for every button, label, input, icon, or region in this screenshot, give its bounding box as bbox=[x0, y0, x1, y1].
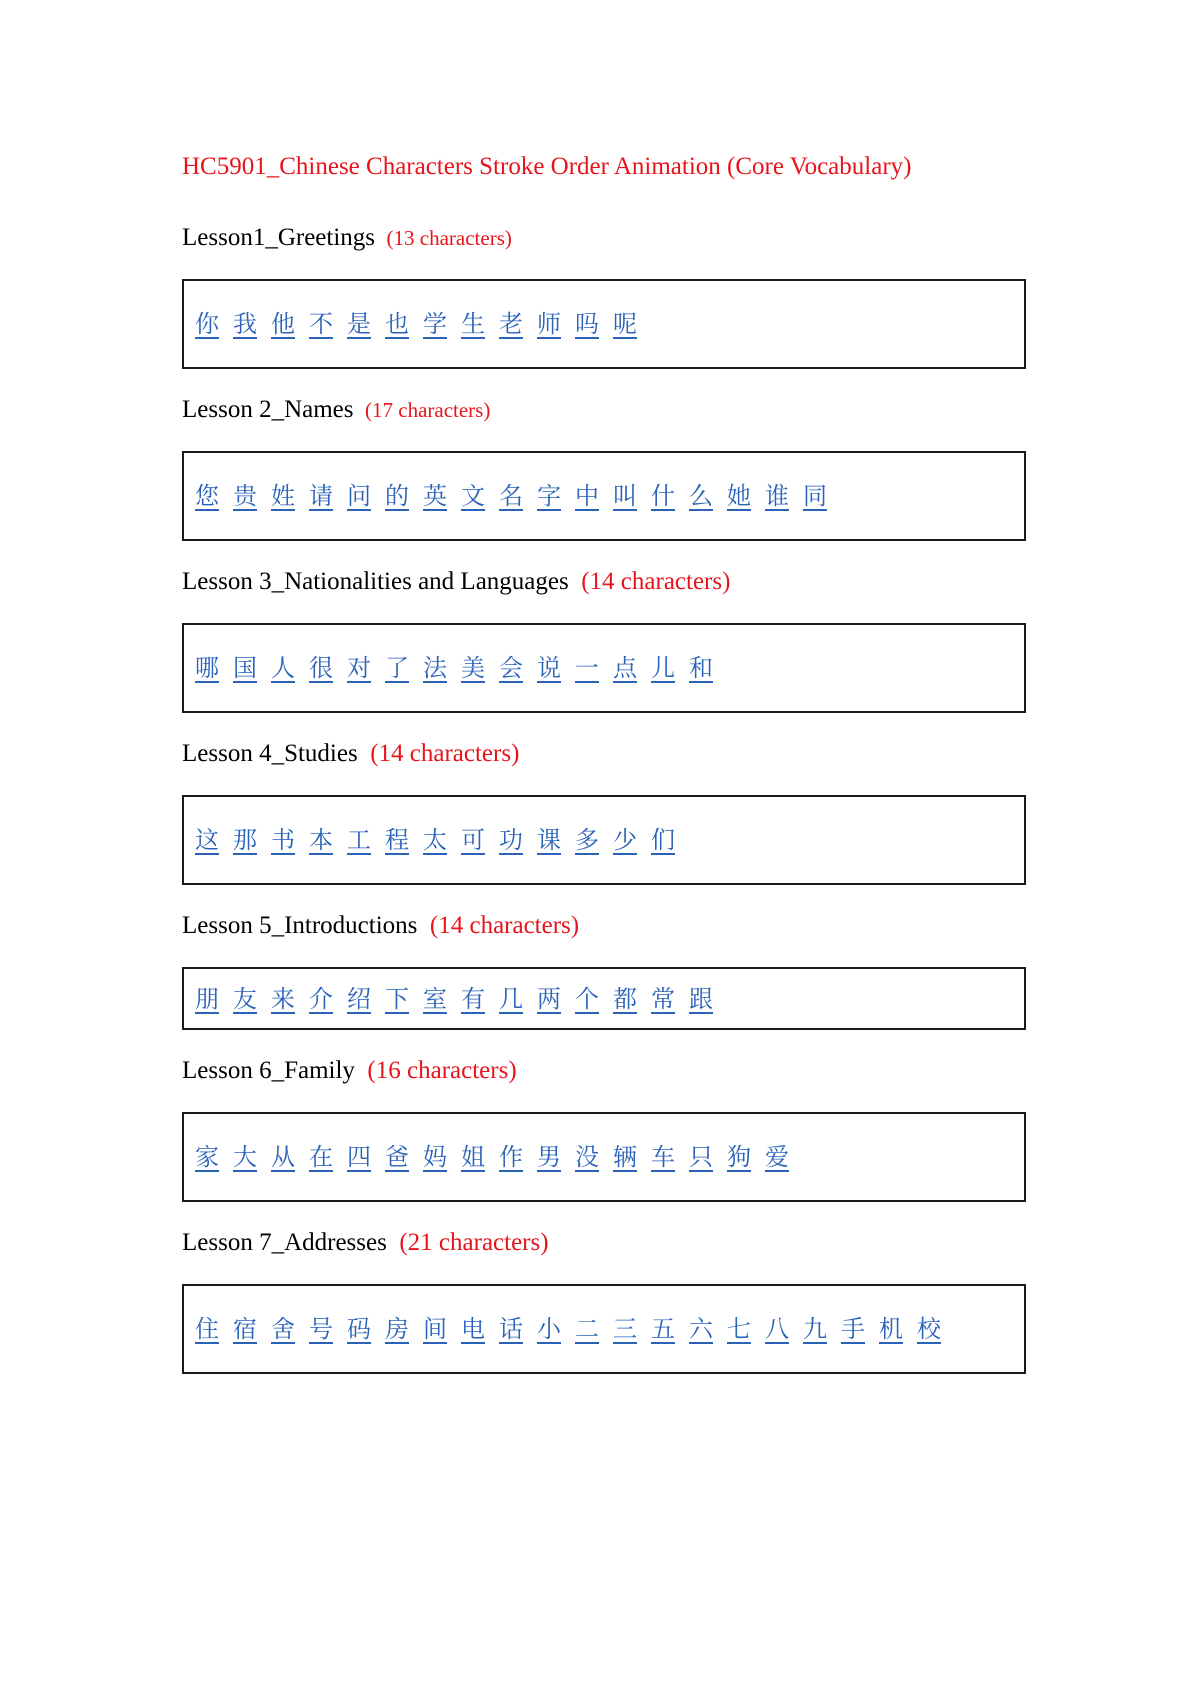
character-link[interactable]: 课 bbox=[537, 826, 561, 854]
character-box bbox=[182, 623, 1026, 713]
character-link[interactable]: 常 bbox=[651, 984, 675, 1013]
character-link[interactable]: 室 bbox=[423, 984, 447, 1013]
character-link[interactable]: 宿 bbox=[233, 1315, 257, 1343]
character-link[interactable]: 呢 bbox=[613, 310, 637, 338]
character-link[interactable]: 没 bbox=[575, 1143, 599, 1171]
character-link[interactable]: 英 bbox=[423, 482, 447, 510]
lesson-5 bbox=[182, 909, 1026, 1030]
character-link[interactable]: 可 bbox=[461, 826, 485, 854]
lesson-title: Lesson 5_Introductions bbox=[182, 912, 418, 939]
lesson-3 bbox=[182, 565, 1026, 713]
character-link[interactable]: 来 bbox=[271, 984, 295, 1013]
character-link[interactable]: 点 bbox=[613, 654, 637, 682]
character-link[interactable]: 号 bbox=[309, 1315, 333, 1343]
character-link[interactable]: 们 bbox=[651, 826, 675, 854]
character-link[interactable]: 从 bbox=[271, 1143, 295, 1171]
character-link[interactable]: 不 bbox=[309, 310, 333, 338]
character-link[interactable]: 有 bbox=[461, 984, 485, 1013]
character-link[interactable]: 生 bbox=[461, 310, 485, 338]
lesson-title: Lesson 7_Addresses bbox=[182, 1229, 387, 1256]
character-link[interactable]: 五 bbox=[651, 1315, 675, 1343]
character-link[interactable]: 儿 bbox=[651, 654, 675, 682]
character-link[interactable]: 她 bbox=[727, 482, 751, 510]
character-link[interactable]: 请 bbox=[309, 482, 333, 510]
character-link[interactable]: 书 bbox=[271, 826, 295, 854]
lesson-character-count: (14 characters) bbox=[423, 912, 580, 939]
lesson-title: Lesson 6_Family bbox=[182, 1057, 355, 1084]
lesson-6 bbox=[182, 1054, 1026, 1202]
character-link[interactable]: 文 bbox=[461, 482, 485, 510]
character-link[interactable]: 九 bbox=[803, 1315, 827, 1343]
character-link[interactable]: 多 bbox=[575, 826, 599, 854]
lesson-heading bbox=[182, 393, 1026, 427]
character-link[interactable]: 男 bbox=[537, 1143, 561, 1171]
character-link[interactable]: 车 bbox=[651, 1143, 675, 1171]
lesson-character-count: (14 characters) bbox=[574, 568, 731, 595]
character-link[interactable]: 人 bbox=[271, 654, 295, 682]
lesson-character-count: (13 characters) bbox=[381, 226, 512, 250]
character-link[interactable]: 字 bbox=[537, 482, 561, 510]
lesson-heading bbox=[182, 909, 1026, 943]
character-link[interactable]: 说 bbox=[537, 654, 561, 682]
character-link[interactable]: 程 bbox=[385, 826, 409, 854]
character-link[interactable]: 你 bbox=[195, 310, 219, 338]
character-link[interactable]: 狗 bbox=[727, 1143, 751, 1171]
character-link[interactable]: 叫 bbox=[613, 482, 637, 510]
character-link[interactable]: 四 bbox=[347, 1143, 371, 1171]
lesson-title: Lesson 2_Names bbox=[182, 396, 354, 423]
lesson-1 bbox=[182, 221, 1026, 369]
character-link[interactable]: 爸 bbox=[385, 1143, 409, 1171]
character-link[interactable]: 大 bbox=[233, 1143, 257, 1171]
character-box bbox=[182, 967, 1026, 1030]
character-link[interactable]: 姓 bbox=[271, 482, 295, 510]
character-link[interactable]: 七 bbox=[727, 1315, 751, 1343]
character-link[interactable]: 码 bbox=[347, 1315, 371, 1343]
character-link[interactable]: 么 bbox=[689, 482, 713, 510]
character-link[interactable]: 我 bbox=[233, 310, 257, 338]
lesson-heading bbox=[182, 221, 1026, 255]
character-link[interactable]: 在 bbox=[309, 1143, 333, 1171]
character-link[interactable]: 和 bbox=[689, 654, 713, 682]
character-link[interactable]: 只 bbox=[689, 1143, 713, 1171]
character-link[interactable]: 也 bbox=[385, 310, 409, 338]
character-link[interactable]: 三 bbox=[613, 1315, 637, 1343]
character-link[interactable]: 个 bbox=[575, 984, 599, 1013]
character-box bbox=[182, 1112, 1026, 1202]
character-link[interactable]: 学 bbox=[423, 310, 447, 338]
character-link[interactable]: 一 bbox=[575, 654, 599, 682]
character-link[interactable]: 六 bbox=[689, 1315, 713, 1343]
character-link[interactable]: 工 bbox=[347, 826, 371, 854]
lesson-title: Lesson 3_Nationalities and Languages bbox=[182, 568, 569, 595]
character-link[interactable]: 对 bbox=[347, 654, 371, 682]
lesson-heading bbox=[182, 1054, 1026, 1088]
character-link[interactable]: 他 bbox=[271, 310, 295, 338]
character-link[interactable]: 绍 bbox=[347, 984, 371, 1013]
character-link[interactable]: 法 bbox=[423, 654, 447, 682]
character-link[interactable]: 会 bbox=[499, 654, 523, 682]
character-link[interactable]: 少 bbox=[613, 826, 637, 854]
character-link[interactable]: 手 bbox=[841, 1315, 865, 1343]
character-link[interactable]: 话 bbox=[499, 1315, 523, 1343]
character-link[interactable]: 问 bbox=[347, 482, 371, 510]
character-link[interactable]: 小 bbox=[537, 1315, 561, 1343]
character-link[interactable]: 友 bbox=[233, 984, 257, 1013]
character-link[interactable]: 谁 bbox=[765, 482, 789, 510]
character-link[interactable]: 八 bbox=[765, 1315, 789, 1343]
character-link[interactable]: 中 bbox=[575, 482, 599, 510]
lesson-title: Lesson 4_Studies bbox=[182, 740, 358, 767]
lesson-character-count: (17 characters) bbox=[359, 398, 491, 422]
character-link[interactable]: 家 bbox=[195, 1143, 219, 1171]
lesson-4 bbox=[182, 737, 1026, 885]
character-link[interactable]: 国 bbox=[233, 654, 257, 682]
lesson-7 bbox=[182, 1226, 1026, 1374]
character-link[interactable]: 二 bbox=[575, 1315, 599, 1343]
character-link[interactable]: 舍 bbox=[271, 1315, 295, 1343]
character-link[interactable]: 校 bbox=[917, 1315, 941, 1343]
character-link[interactable]: 功 bbox=[499, 826, 523, 854]
character-box bbox=[182, 1284, 1026, 1374]
character-link[interactable]: 名 bbox=[499, 482, 523, 510]
character-link[interactable]: 机 bbox=[879, 1315, 903, 1343]
character-link[interactable]: 了 bbox=[385, 654, 409, 682]
character-link[interactable]: 很 bbox=[309, 654, 333, 682]
character-link[interactable]: 那 bbox=[233, 826, 257, 854]
lesson-character-count: (16 characters) bbox=[361, 1057, 517, 1084]
document-title: HC5901_Chinese Characters Stroke Order Animation (Core Vocabulary) bbox=[182, 153, 912, 180]
character-link[interactable]: 同 bbox=[803, 482, 827, 510]
lesson-heading bbox=[182, 737, 1026, 771]
character-link[interactable]: 本 bbox=[309, 826, 333, 854]
character-link[interactable]: 美 bbox=[461, 654, 485, 682]
character-link[interactable]: 太 bbox=[423, 826, 447, 854]
character-box bbox=[182, 451, 1026, 541]
character-link[interactable]: 房 bbox=[385, 1315, 409, 1343]
character-link[interactable]: 朋 bbox=[195, 984, 219, 1013]
character-link[interactable]: 下 bbox=[385, 984, 409, 1013]
character-link[interactable]: 都 bbox=[613, 984, 637, 1013]
character-link[interactable]: 老 bbox=[499, 310, 523, 338]
character-link[interactable]: 电 bbox=[461, 1315, 485, 1343]
lesson-heading bbox=[182, 1226, 1026, 1260]
character-link[interactable]: 辆 bbox=[613, 1143, 637, 1171]
character-link[interactable]: 这 bbox=[195, 826, 219, 854]
character-link[interactable]: 姐 bbox=[461, 1143, 485, 1171]
character-link[interactable]: 吗 bbox=[575, 310, 599, 338]
character-link[interactable]: 两 bbox=[537, 984, 561, 1013]
character-link[interactable]: 您 bbox=[195, 482, 219, 510]
lesson-title: Lesson1_Greetings bbox=[182, 224, 376, 251]
lesson-character-count: (21 characters) bbox=[393, 1229, 549, 1256]
character-link[interactable]: 介 bbox=[309, 984, 333, 1013]
lesson-heading bbox=[182, 565, 1026, 599]
character-link[interactable]: 住 bbox=[195, 1315, 219, 1343]
character-link[interactable]: 哪 bbox=[195, 654, 219, 682]
character-link[interactable]: 妈 bbox=[423, 1143, 447, 1171]
lesson-2 bbox=[182, 393, 1026, 541]
character-link[interactable]: 贵 bbox=[233, 482, 257, 510]
character-link[interactable]: 什 bbox=[651, 482, 675, 510]
character-link[interactable]: 几 bbox=[499, 984, 523, 1013]
character-link[interactable]: 爱 bbox=[765, 1143, 789, 1171]
document-page bbox=[182, 150, 1026, 1398]
character-box bbox=[182, 795, 1026, 885]
character-link[interactable]: 作 bbox=[499, 1143, 523, 1171]
character-link[interactable]: 的 bbox=[385, 482, 409, 510]
character-link[interactable]: 是 bbox=[347, 310, 371, 338]
lesson-character-count: (14 characters) bbox=[363, 740, 520, 767]
character-link[interactable]: 跟 bbox=[689, 984, 713, 1013]
character-link[interactable]: 间 bbox=[423, 1315, 447, 1343]
character-link[interactable]: 师 bbox=[537, 310, 561, 338]
character-box bbox=[182, 279, 1026, 369]
